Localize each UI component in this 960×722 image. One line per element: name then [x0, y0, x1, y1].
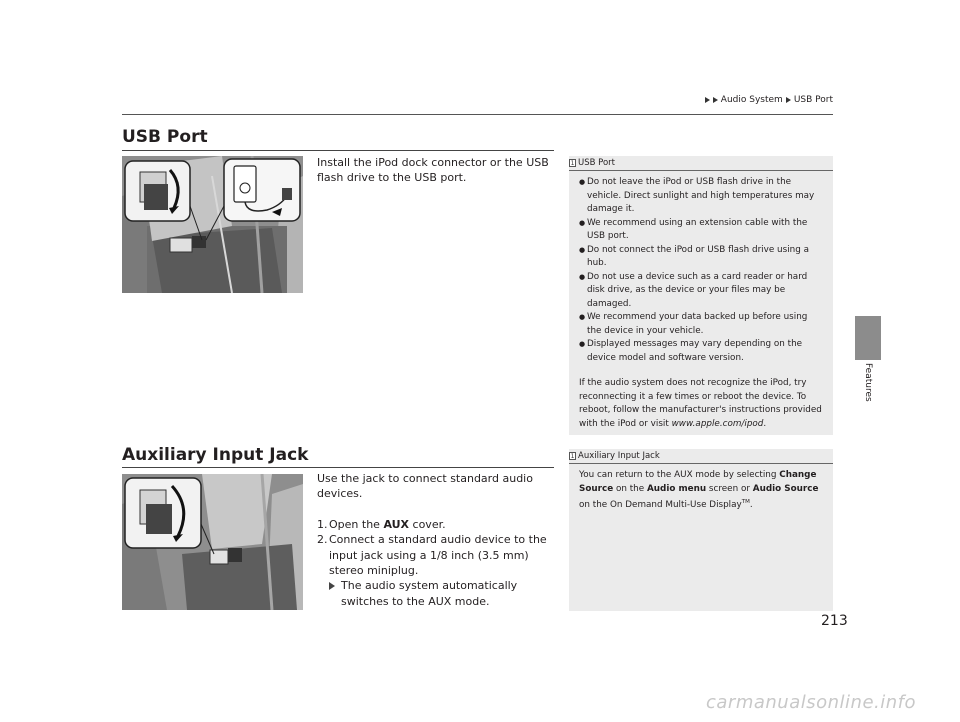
aux-jack-note-header: [569, 449, 833, 464]
usb-port-note-header: [569, 156, 833, 171]
aux-jack-instructions: [317, 471, 557, 609]
apple-ipod-link[interactable]: www.apple.com/ipod: [671, 418, 764, 429]
page-number: 213: [821, 613, 848, 629]
note-marker-icon: 1: [570, 453, 575, 460]
aux-step-2: 2. Connect a standard audio device to the input jack using a 1/8 inch (3.5 mm) stereo miniplug.: [317, 533, 547, 578]
breadcrumb-arrow-icon: [705, 97, 710, 103]
usb-port-note-title: USB Port: [578, 158, 616, 168]
aux-jack-illustration: [122, 474, 303, 610]
aux-cover-label: AUX: [383, 517, 410, 531]
breadcrumb-section[interactable]: Audio System: [720, 95, 783, 105]
usb-port-note-paragraph: If the audio system does not recognize the iPod, try reconnecting it a few times or reboot the device. To reboot, follow the manufacturer's instructions provided with the iPod or visit www.apple.com/ipod.: [579, 378, 822, 429]
aux-jack-heading: Auxiliary Input Jack: [122, 445, 309, 465]
aux-jack-divider: [122, 467, 554, 468]
watermark: carmanualsonline.info: [706, 692, 917, 713]
note-bullet: ● Do not leave the iPod or USB flash drive in the vehicle. Direct sunlight and high temperatures may damage it.: [579, 176, 823, 217]
aux-step-1: 1. Open the AUX cover.: [317, 517, 446, 531]
usb-port-heading: USB Port: [122, 127, 208, 147]
aux-jack-note-title: Auxiliary Input Jack: [578, 451, 660, 461]
side-tab-marker: [855, 316, 881, 360]
side-tab-label: Features: [863, 363, 873, 402]
note-marker-icon: 1: [570, 160, 575, 167]
usb-port-note: [569, 156, 833, 435]
breadcrumb-arrow-icon: [713, 97, 718, 103]
breadcrumb-page[interactable]: USB Port: [793, 95, 833, 105]
note-bullet: ● We recommend using an extension cable with the USB port.: [579, 217, 823, 244]
usb-port-illustration: [122, 156, 303, 293]
aux-jack-note-text: You can return to the AUX mode by selecting Change Source on the Audio menu screen or Audio Source on the On Demand Multi-Use Display™.: [579, 470, 819, 510]
aux-jack-note: [569, 449, 833, 611]
usb-port-body: Install the iPod dock connector or the USB flash drive to the USB port.: [317, 156, 549, 185]
usb-port-note-list: [579, 176, 823, 365]
aux-jack-intro: Use the jack to connect standard audio devices.: [317, 472, 533, 501]
aux-step-2-result: The audio system automatically switches to the AUX mode.: [317, 578, 557, 609]
note-bullet: ● Do not connect the iPod or USB flash drive using a hub.: [579, 244, 823, 271]
note-bullet: ● We recommend your data backed up before using the device in your vehicle.: [579, 311, 823, 338]
note-bullet: ● Do not use a device such as a card reader or hard disk drive, as the device or your files may be damaged.: [579, 271, 823, 312]
breadcrumb-arrow-icon: [786, 97, 791, 103]
note-bullet: ● Displayed messages may vary depending on the device model and software version.: [579, 338, 823, 365]
result-arrow-icon: [329, 578, 341, 609]
breadcrumb: [705, 95, 833, 105]
header-divider: [122, 114, 833, 115]
usb-port-divider: [122, 150, 554, 151]
